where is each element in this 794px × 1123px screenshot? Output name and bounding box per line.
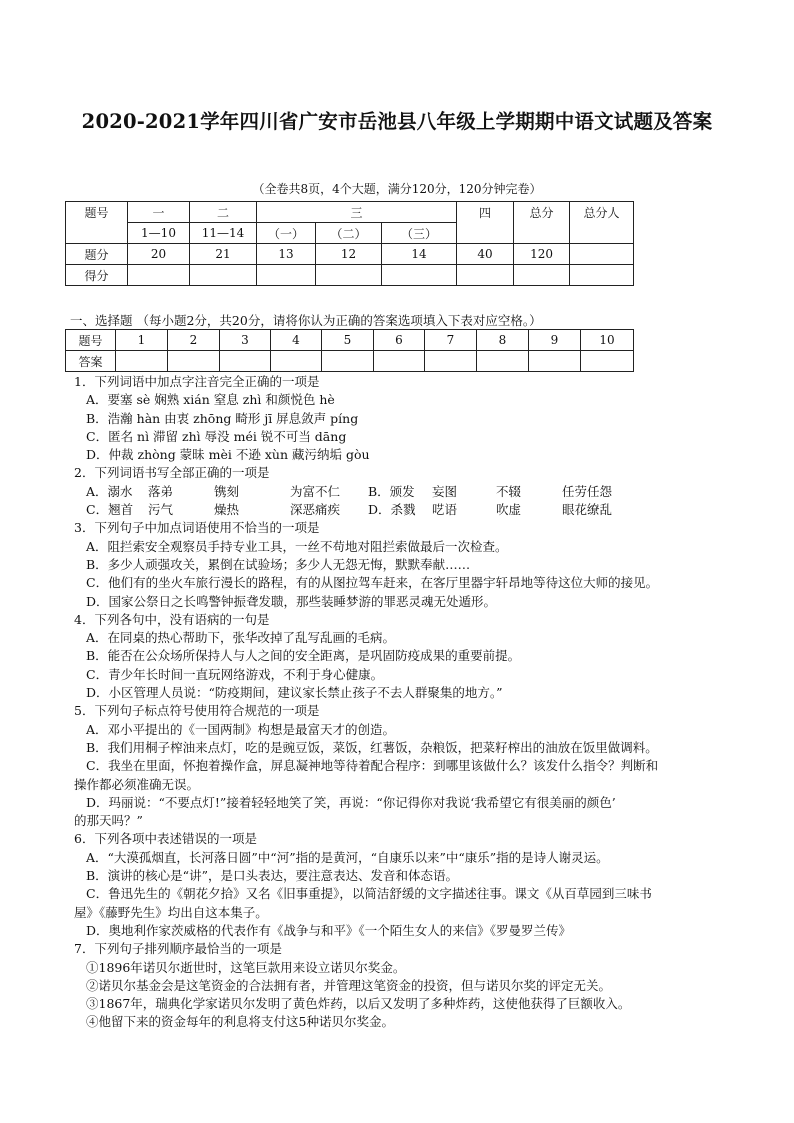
option-line bbox=[74, 501, 744, 519]
score-range-3b: （二） bbox=[316, 223, 382, 244]
option-line: D．玛丽说：“不要点灯!”接着轻轻地笑了笑，再说：“你记得你对我说‘我希望它有很美丽的颜色’ bbox=[86, 794, 616, 810]
answer-cell[interactable] bbox=[425, 351, 477, 372]
score-range-3a: （一） bbox=[257, 223, 316, 244]
answer-num: 6 bbox=[374, 330, 425, 351]
score-header-total: 总分 bbox=[514, 202, 570, 244]
score-de-cell[interactable] bbox=[382, 265, 457, 286]
score-range-1: 1—10 bbox=[128, 223, 190, 244]
score-fen-cell: 14 bbox=[382, 244, 457, 265]
questions-body bbox=[74, 373, 744, 1032]
answer-cell[interactable] bbox=[322, 351, 374, 372]
answer-table bbox=[65, 329, 634, 372]
option-line: D．国家公祭日之长鸣警钟振聋发聩，那些装睡梦游的罪恶灵魂无处遁形。 bbox=[86, 593, 497, 609]
score-range-3c: （三） bbox=[382, 223, 457, 244]
score-fen-cell: 120 bbox=[514, 244, 570, 265]
answer-num: 3 bbox=[220, 330, 271, 351]
option-line: C．鲁迅先生的《朝花夕拾》又名《旧事重提》，以简洁舒缓的文字描述往事。课文《从百草园到三味书 bbox=[86, 886, 652, 902]
option-line: C．我坐在里面，怀抱着操作盒，屏息凝神地等待着配合程序：到哪里该做什么？该发什么指令？判断和 bbox=[86, 758, 659, 774]
option-line: B．演讲的核心是“讲”，是口头表达，要注意表达、发音和体态语。 bbox=[86, 868, 458, 884]
score-header-4: 四 bbox=[457, 202, 514, 244]
answer-cell[interactable] bbox=[477, 351, 529, 372]
answer-cell[interactable] bbox=[220, 351, 271, 372]
option-word: A．溺水 bbox=[86, 483, 133, 499]
score-de-cell[interactable] bbox=[514, 265, 570, 286]
option-line: B．浩瀚 hàn 由衷 zhōng 畸形 jī 屏息敛声 píng bbox=[86, 410, 359, 426]
score-range-2: 11—14 bbox=[190, 223, 257, 244]
option-line: D．小区管理人员说：“防疫期间，建议家长禁止孩子不去人群聚集的地方。” bbox=[86, 685, 503, 701]
option-word: C．翘首 bbox=[86, 502, 134, 518]
option-line: A．在同桌的热心帮助下，张华改掉了乱写乱画的毛病。 bbox=[86, 630, 396, 646]
option-line-cont: 操作都必须准确无误。 bbox=[74, 776, 200, 792]
answer-num: 4 bbox=[271, 330, 322, 351]
answer-num: 8 bbox=[477, 330, 529, 351]
sentence-line: ③1867年，瑞典化学家诺贝尔发明了黄色炸药，以后又发明了多种炸药，这使他获得了巨额收入。 bbox=[86, 996, 631, 1012]
answer-num: 2 bbox=[168, 330, 220, 351]
score-de-label: 得分 bbox=[66, 265, 128, 286]
answer-cell[interactable] bbox=[374, 351, 425, 372]
score-de-cell[interactable] bbox=[570, 265, 634, 286]
question-stem: 6．下列各项中表述错误的一项是 bbox=[74, 831, 257, 847]
section-heading: 一、选择题 （每小题2分，共20分，请将你认为正确的答案选项填入下表对应空格。） bbox=[70, 313, 542, 328]
score-de-cell[interactable] bbox=[457, 265, 514, 286]
score-fen-label: 题分 bbox=[66, 244, 128, 265]
sentence-line: ①1896年诺贝尔逝世时，这笔巨款用来设立诺贝尔奖金。 bbox=[86, 959, 406, 975]
exam-info: （全卷共8页，4个大题，满分120分，120分钟完卷） bbox=[252, 182, 542, 196]
score-header-tihao: 题号 bbox=[66, 202, 128, 244]
answer-cell[interactable] bbox=[271, 351, 322, 372]
score-header-3: 三 bbox=[257, 202, 457, 223]
score-fen-cell: 40 bbox=[457, 244, 514, 265]
sentence-line: ②诺贝尔基金会是这笔资金的合法拥有者，并管理这笔资金的投资，但与诺贝尔奖的评定无关。 bbox=[86, 977, 612, 993]
option-word: 眼花缭乱 bbox=[562, 502, 613, 518]
score-table bbox=[65, 201, 634, 286]
answer-num: 1 bbox=[116, 330, 168, 351]
option-line: D．奥地利作家茨威格的代表作有《战争与和平》《一个陌生女人的来信》《罗曼罗兰传》 bbox=[86, 922, 572, 938]
answer-header-label: 题号 bbox=[66, 330, 116, 351]
option-line-cont: 的那天吗？” bbox=[74, 813, 143, 829]
question-stem: 3．下列句子中加点词语使用不恰当的一项是 bbox=[74, 520, 320, 536]
answer-num: 10 bbox=[581, 330, 634, 351]
option-word: 呓语 bbox=[432, 502, 458, 518]
option-word: 镌刻 bbox=[214, 483, 240, 499]
score-de-cell[interactable] bbox=[316, 265, 382, 286]
page-title: 2020-2021学年四川省广安市岳池县八年级上学期期中语文试题及答案 bbox=[81, 110, 713, 133]
score-fen-cell: 21 bbox=[190, 244, 257, 265]
option-line: B．多少人顽强攻关，累倒在试验场；多少人无怨无悔，默默奉献…… bbox=[86, 556, 471, 572]
answer-num: 9 bbox=[529, 330, 581, 351]
score-fen-cell: 13 bbox=[257, 244, 316, 265]
sentence-line: ④他留下来的资金每年的利息将支付这5种诺贝尔奖金。 bbox=[86, 1014, 394, 1030]
score-de-cell[interactable] bbox=[128, 265, 190, 286]
option-line-cont: 屋》《藤野先生》均出自这本集子。 bbox=[74, 904, 268, 920]
option-line bbox=[74, 483, 744, 501]
option-line: C．匿名 nì 滞留 zhì 辱没 méi 锐不可当 dāng bbox=[86, 428, 347, 444]
option-word: 深恶痛疾 bbox=[290, 502, 341, 518]
answer-cell[interactable] bbox=[581, 351, 634, 372]
answer-cell[interactable] bbox=[116, 351, 168, 372]
option-word: 落弟 bbox=[148, 483, 174, 499]
score-de-cell[interactable] bbox=[257, 265, 316, 286]
option-word: 不辍 bbox=[496, 483, 522, 499]
answer-num: 7 bbox=[425, 330, 477, 351]
answer-num: 5 bbox=[322, 330, 374, 351]
option-line: A．“大漠孤烟直，长河落日圆”中“河”指的是黄河，“自康乐以来”中“康乐”指的是诗人谢灵运。 bbox=[86, 849, 609, 865]
option-line: C．他们有的坐火车旅行漫长的路程，有的从图拉驾车赶来，在客厅里器宇轩昂地等待这位大师的接见。 bbox=[86, 575, 659, 591]
score-fen-cell: 20 bbox=[128, 244, 190, 265]
option-line: A．阻拦索安全观察员手持专业工具，一丝不苟地对阻拦索做最后一次检查。 bbox=[86, 538, 508, 554]
score-fen-cell: 12 bbox=[316, 244, 382, 265]
option-word: 燥热 bbox=[214, 502, 240, 518]
option-line: A．邓小平提出的《一国两制》构想是最富天才的创造。 bbox=[86, 721, 396, 737]
option-word: 为富不仁 bbox=[290, 483, 341, 499]
option-word: B．颁发 bbox=[368, 483, 415, 499]
answer-cell[interactable] bbox=[168, 351, 220, 372]
option-line: C．青少年长时间一直玩网络游戏，不利于身心健康。 bbox=[86, 666, 384, 682]
question-stem: 7．下列句子排列顺序最恰当的一项是 bbox=[74, 941, 282, 957]
option-word: 妄图 bbox=[432, 483, 458, 499]
option-line: D．仲裁 zhòng 蒙昧 mèi 不逊 xùn 藏污纳垢 gòu bbox=[86, 447, 370, 463]
answer-cell[interactable] bbox=[529, 351, 581, 372]
question-stem: 1．下列词语中加点字注音完全正确的一项是 bbox=[74, 374, 320, 389]
option-word: D．杀戮 bbox=[368, 502, 416, 518]
option-word: 污气 bbox=[148, 502, 174, 518]
option-word: 吹虚 bbox=[496, 502, 522, 518]
score-header-2: 二 bbox=[190, 202, 257, 223]
option-word: 任劳任怨 bbox=[562, 483, 613, 499]
score-fen-cell bbox=[570, 244, 634, 265]
question-stem: 2．下列词语书写全部正确的一项是 bbox=[74, 465, 270, 481]
option-line: B．我们用桐子榨油来点灯，吃的是豌豆饭，菜饭，红薯饭，杂粮饭，把菜籽榨出的油放在饭里做调料。 bbox=[86, 739, 658, 755]
score-header-1: 一 bbox=[128, 202, 190, 223]
option-line: A．要塞 sè 娴熟 xián 窒息 zhì 和颜悦色 hè bbox=[86, 392, 335, 408]
score-header-person: 总分人 bbox=[570, 202, 634, 244]
question-stem: 5．下列句子标点符号使用符合规范的一项是 bbox=[74, 703, 320, 719]
option-line: B．能否在公众场所保持人与人之间的安全距离，是巩固防疫成果的重要前提。 bbox=[86, 648, 521, 664]
question-stem: 4．下列各句中，没有语病的一句是 bbox=[74, 611, 270, 627]
answer-row-label: 答案 bbox=[66, 351, 116, 372]
score-de-cell[interactable] bbox=[190, 265, 257, 286]
